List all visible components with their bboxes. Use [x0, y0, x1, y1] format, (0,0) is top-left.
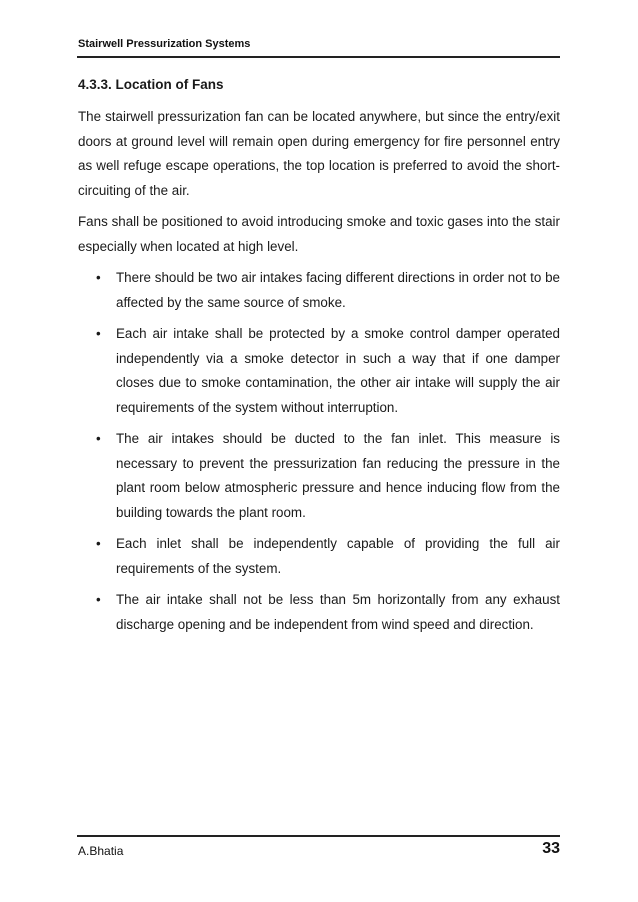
- bullet-dot: •: [96, 592, 101, 607]
- bullet-dot: •: [96, 326, 101, 341]
- bullet-item-two-intakes: [78, 266, 560, 315]
- bullet-list: [78, 266, 560, 637]
- footer-rule: [77, 835, 560, 837]
- bullet-dot: •: [96, 270, 101, 285]
- bullet-text: The air intake shall not be less than 5m horizontally from any exhaust discharge opening and be independent from wind speed and direction.: [116, 592, 560, 632]
- page-number: 33: [542, 840, 560, 857]
- bullet-item-ducted-intakes: [78, 427, 560, 525]
- bullet-text: Each air intake shall be protected by a smoke control damper operated independently via a smoke detector in such a way that if one damper closes due to smoke contamination, the other air intake will supply the air requirements of the system without interruption.: [116, 326, 560, 415]
- header-rule: [77, 56, 560, 58]
- section-heading: 4.3.3. Location of Fans: [78, 77, 224, 92]
- bullet-item-smoke-damper: [78, 322, 560, 420]
- bullet-item-intake-distance: [78, 588, 560, 637]
- paragraph-fan-location: The stairwell pressurization fan can be located anywhere, but since the entry/exit doors at ground level will remain open during emergency for fire personnel entry as well refuge escape operations, the top location is preferred to avoid the short-circuiting of the air.: [78, 109, 560, 198]
- running-header-title: Stairwell Pressurization Systems: [78, 38, 251, 50]
- bullet-text: There should be two air intakes facing different directions in order not to be affected by the same source of smoke.: [116, 270, 560, 310]
- bullet-dot: •: [96, 536, 101, 551]
- bullet-item-inlet-capacity: [78, 532, 560, 581]
- page-content: [78, 76, 560, 644]
- bullet-text: Each inlet shall be independently capable of providing the full air requirements of the system.: [116, 536, 560, 576]
- footer-author: A.Bhatia: [78, 844, 124, 858]
- bullet-dot: •: [96, 431, 101, 446]
- paragraph-fan-positioning: Fans shall be positioned to avoid introducing smoke and toxic gases into the stair especially when located at high level.: [78, 214, 560, 254]
- bullet-text: The air intakes should be ducted to the fan inlet. This measure is necessary to prevent the pressurization fan reducing the pressure in the plant room below atmospheric pressure and hence inducing flow from the building towards the plant room.: [116, 431, 560, 520]
